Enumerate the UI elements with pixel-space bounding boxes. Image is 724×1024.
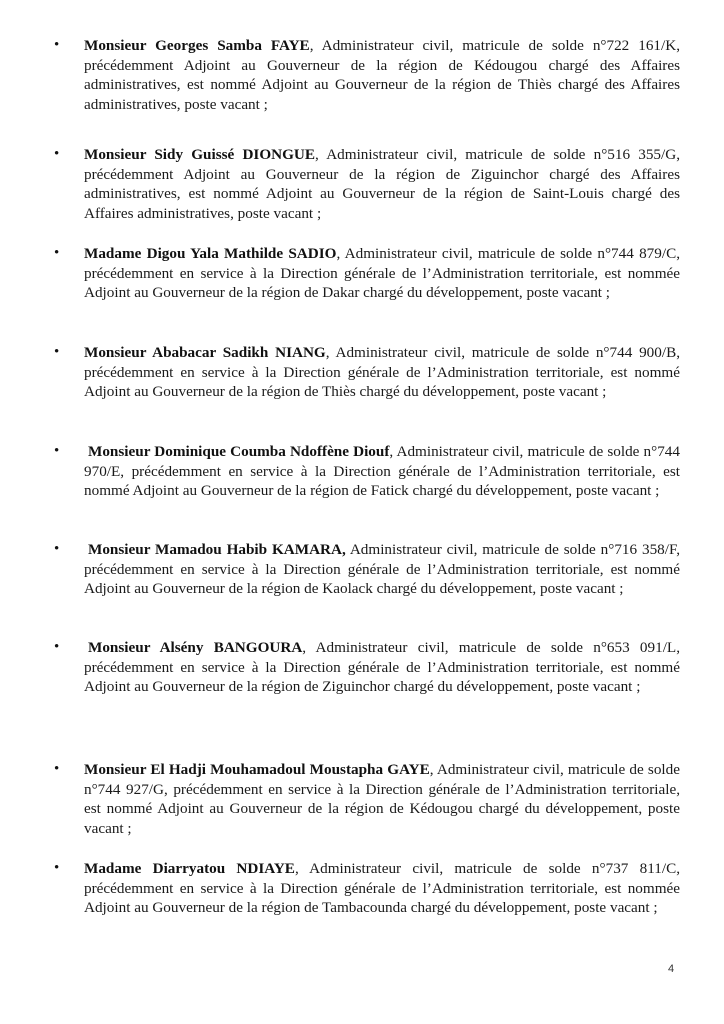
bullet-icon: • [54, 245, 60, 261]
person-name: Monsieur Alsény BANGOURA [88, 639, 303, 656]
list-item [54, 145, 680, 223]
person-name: Monsieur Dominique Coumba Ndoffène Diouf [88, 443, 390, 460]
bullet-icon: • [54, 146, 60, 162]
appointment-text: , Administrateur civil, matricule de solde n°744 970/E, précédemment en service à la Direction générale de l’Administration territoriale, est nommé Adjoint au Gouverneur de la région de Fatick chargé du développement, poste vacant ; [84, 443, 680, 500]
list-item [54, 36, 680, 114]
bullet-icon: • [54, 37, 60, 53]
list-item [54, 442, 680, 501]
list-item [54, 760, 680, 838]
bullet-icon: • [54, 541, 60, 557]
appointment-text: , Administrateur civil, matricule de solde n°744 879/C, précédemment en service à la Direction générale de l’Administration territoriale, est nommée Adjoint au Gouverneur de la région de Dakar chargé du développement, poste vacant ; [84, 245, 681, 302]
page-number: 4 [668, 963, 675, 975]
appointment-text: , Administrateur civil, matricule de solde n°722 161/K, précédemment Adjoint au Gouverneur de la région de Kédougou chargé des Affaires administratives, est nommé Adjoint au Gouverneur de la région de Thiès chargé des Affaires administratives, poste vacant ; [84, 37, 680, 113]
person-name: Monsieur El Hadji Mouhamadoul Moustapha GAYE [84, 761, 430, 778]
bullet-icon: • [54, 344, 60, 360]
appointment-text: Administrateur civil, matricule de solde n°716 358/F, précédemment en service à la Direction générale de l’Administration territoriale, est nommé Adjoint au Gouverneur de la région de Kaolack chargé du développement, poste vacant ; [84, 541, 680, 598]
bullet-icon: • [54, 860, 60, 876]
appointment-text: , Administrateur civil, matricule de solde n°744 927/G, précédemment en service à la Direction générale de l’Administration territoriale, est nommé Adjoint au Gouverneur de la région de Kédougou chargé du développement, poste vacant ; [84, 761, 680, 837]
person-name: Madame Digou Yala Mathilde SADIO [84, 245, 337, 262]
appointment-text: , Administrateur civil, matricule de solde n°516 355/G, précédemment Adjoint au Gouverneur de la région de Ziguinchor chargé des Affaires administratives, est nommé Adjoint au Gouverneur de la région de Saint-Louis chargé des Affaires administratives, poste vacant ; [84, 146, 680, 222]
person-name: Madame Diarryatou NDIAYE [84, 860, 295, 877]
person-name: Monsieur Georges Samba FAYE [84, 37, 310, 54]
appointment-text: , Administrateur civil, matricule de solde n°737 811/C, précédemment en service à la Direction générale de l’Administration territoriale, est nommée Adjoint au Gouverneur de la région de Tambacounda chargé du développement, poste vacant ; [84, 860, 680, 917]
appointment-text: , Administrateur civil, matricule de solde n°653 091/L, précédemment en service à la Direction générale de l’Administration territoriale, est nommé Adjoint au Gouverneur de la région de Ziguinchor chargé du développement, poste vacant ; [84, 639, 680, 696]
list-item [54, 540, 680, 599]
list-item [54, 638, 680, 697]
list-item [54, 343, 680, 402]
bullet-icon: • [54, 761, 60, 777]
appointment-text: , Administrateur civil, matricule de solde n°744 900/B, précédemment en service à la Direction générale de l’Administration territoriale, est nommé Adjoint au Gouverneur de la région de Thiès chargé du développement, poste vacant ; [84, 344, 680, 401]
person-name: Monsieur Ababacar Sadikh NIANG [84, 344, 326, 361]
bullet-icon: • [54, 639, 60, 655]
list-item [54, 859, 680, 918]
person-name: Monsieur Sidy Guissé DIONGUE [84, 146, 316, 163]
list-item [54, 244, 681, 303]
person-name: Monsieur Mamadou Habib KAMARA, [88, 541, 346, 558]
bullet-icon: • [54, 443, 60, 459]
